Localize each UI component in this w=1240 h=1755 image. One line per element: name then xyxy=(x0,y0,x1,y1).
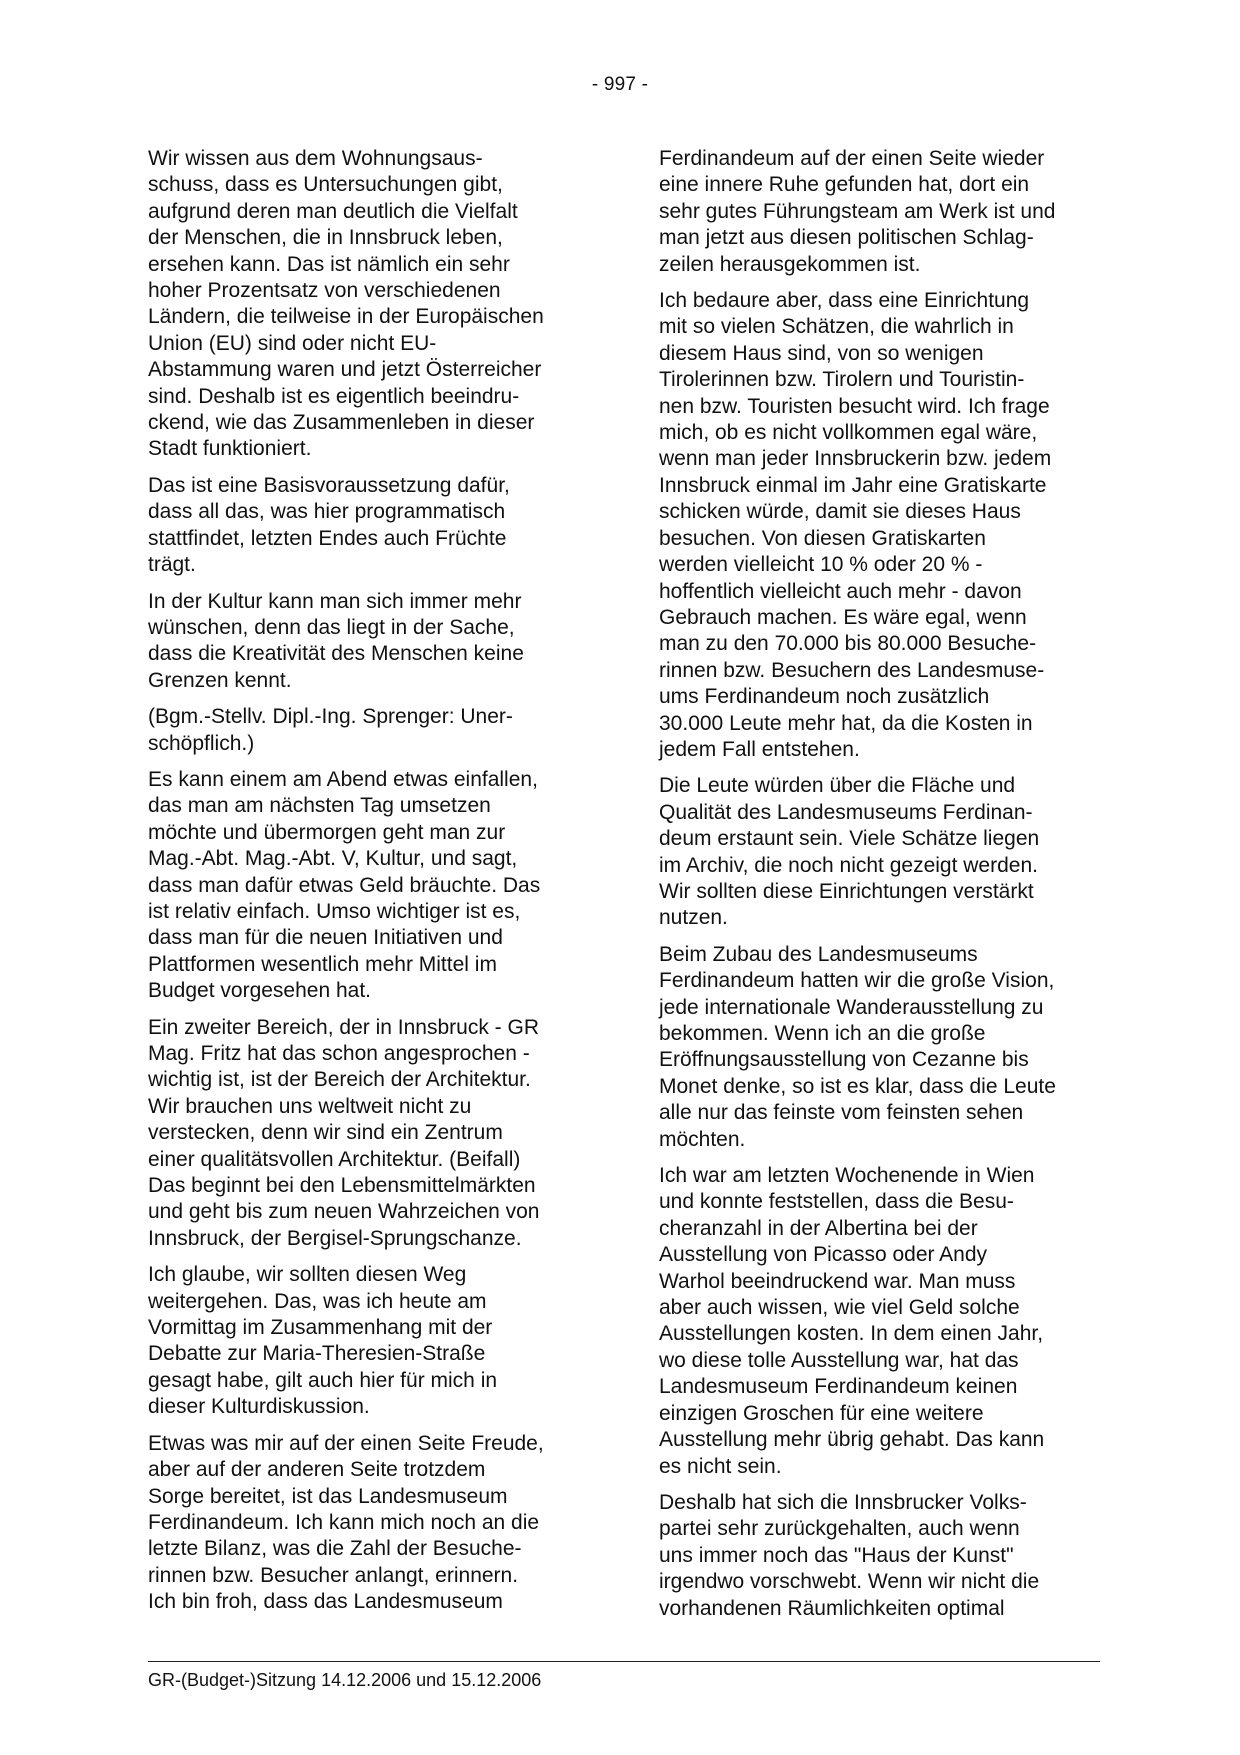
paragraph: Ich bedaure aber, dass eine Einrichtung mit so vielen Schätzen, die wahrlich in diesem Haus sind, von so wenigen Tirolerinnen bzw. Tirolern und Touristin- nen bzw. Touristen besucht wird. Ich frage mich, ob es nicht vollkommen egal wäre, wenn man jeder Innsbruckerin bzw. jedem Innsbruck einmal im Jahr eine Gratiskarte schicken würde, damit sie dieses Haus besuchen. Von diesen Gratiskarten werden vielleicht 10 % oder 20 % - hoffentlich vielleicht auch mehr - davon Gebrauch machen. Es wäre egal, wenn man zu den 70.000 bis 80.000 Besuche- rinnen bzw. Besuchern des Landesmuse- ums Ferdinandeum noch zusätzlich 30.000 Leute mehr hat, da die Kosten in jedem Fall entstehen. xyxy=(659,289,1052,761)
footer-text: GR-(Budget-)Sitzung 14.12.2006 und 15.12.2006 xyxy=(148,1670,542,1690)
paragraph: Die Leute würden über die Fläche und Qualität des Landesmuseums Ferdinan- deum erstaunt sein. Viele Schätze liegen im Archiv, die noch nicht gezeigt werden. Wir sollten diese Einrichtungen verstärkt nutzen. xyxy=(659,774,1040,930)
paragraph: Etwas was mir auf der einen Seite Freude, aber auf der anderen Seite trotzdem Sorge bereitet, ist das Landesmuseum Ferdinandeum. Ich kann mich noch an die letzte Bilanz, was die Zahl der Besuche- rinnen bzw. Besucher anlangt, erinnern. Ich bin froh, dass das Landesmuseum xyxy=(148,1431,544,1614)
left-text-column xyxy=(148,146,593,1626)
page-number: - 997 - xyxy=(591,74,649,95)
paragraph: (Bgm.-Stellv. Dipl.-Ing. Sprenger: Uner- schöpflich.) xyxy=(148,705,513,755)
paragraph: Es kann einem am Abend etwas einfallen, das man am nächsten Tag umsetzen möchte und übermorgen geht man zur Mag.-Abt. Mag.-Abt. V, Kultur, und sagt, dass man dafür etwas Geld bräuchte. Das ist relativ einfach. Umso wichtiger ist es, dass man für die neuen Initiativen und Plattformen wesentlich mehr Mittel im Budget vorgesehen hat. xyxy=(148,767,541,1003)
paragraph: Ich war am letzten Wochenende in Wien und konnte feststellen, dass die Besu- cheranzahl in der Albertina bei der Ausstellung von Picasso oder Andy Warhol beeindruckend war. Man muss aber auch wissen, wie viel Geld solche Ausstellungen kosten. In dem einen Jahr, wo diese tolle Ausstellung war, hat das Landesmuseum Ferdinandeum keinen einzigen Groschen für eine weitere Ausstellung mehr übrig gehabt. Das kann es nicht sein. xyxy=(659,1164,1045,1478)
right-text-column xyxy=(659,146,1099,1632)
paragraph: Deshalb hat sich die Innsbrucker Volks- partei sehr zurückgehalten, auch wenn uns immer noch das "Haus der Kunst" irgendwo vorschwebt. Wenn wir nicht die vorhandenen Räumlichkeiten optimal xyxy=(659,1490,1040,1620)
footer-divider xyxy=(148,1661,1100,1662)
paragraph: In der Kultur kann man sich immer mehr wünschen, denn das liegt in der Sache, dass die Kreativität des Menschen keine Grenzen kennt. xyxy=(148,589,524,692)
paragraph: Ein zweiter Bereich, der in Innsbruck - GR Mag. Fritz hat das schon angesprochen - wichtig ist, ist der Bereich der Architektur. Wir brauchen uns weltweit nicht zu verstecken, denn wir sind ein Zentrum einer qualitätsvollen Architektur. (Beifall) Das beginnt bei den Lebensmittelmärkten und geht bis zum neuen Wahrzeichen von Innsbruck, der Bergisel-Sprungschanze. xyxy=(148,1015,540,1250)
paragraph: Das ist eine Basisvoraussetzung dafür, dass all das, was hier programmatisch stattfindet, letzten Endes auch Früchte trägt. xyxy=(148,473,510,577)
paragraph: Wir wissen aus dem Wohnungsaus- schuss, dass es Untersuchungen gibt, aufgrund deren man deutlich die Vielfalt der Menschen, die in Innsbruck leben, ersehen kann. Das ist nämlich ein sehr hoher Prozentsatz von verschiedenen Ländern, die teilweise in der Europäischen Union (EU) sind oder nicht EU- Abstammung waren und jetzt Österreicher sind. Deshalb ist es eigentlich beeindru- ckend, wie das Zusammenleben in dieser Stadt funktioniert. xyxy=(148,147,544,461)
paragraph: Ich glaube, wir sollten diesen Weg weitergehen. Das, was ich heute am Vormittag im Zusammenhang mit der Debatte zur Maria-Theresien-Straße gesagt habe, gilt auch hier für mich in dieser Kulturdiskussion. xyxy=(148,1263,498,1419)
paragraph: Ferdinandeum auf der einen Seite wieder eine innere Ruhe gefunden hat, dort ein sehr gutes Führungsteam am Werk ist und man jetzt aus diesen politischen Schlag- zeilen herausgekommen ist. xyxy=(659,147,1056,276)
paragraph: Beim Zubau des Landesmuseums Ferdinandeum hatten wir die große Vision, jede internationale Wanderausstellung zu bekommen. Wenn ich an die große Eröffnungsausstellung von Cezanne bis Monet denke, so ist es klar, dass die Leute alle nur das feinste vom feinsten sehen möchten. xyxy=(659,942,1056,1151)
